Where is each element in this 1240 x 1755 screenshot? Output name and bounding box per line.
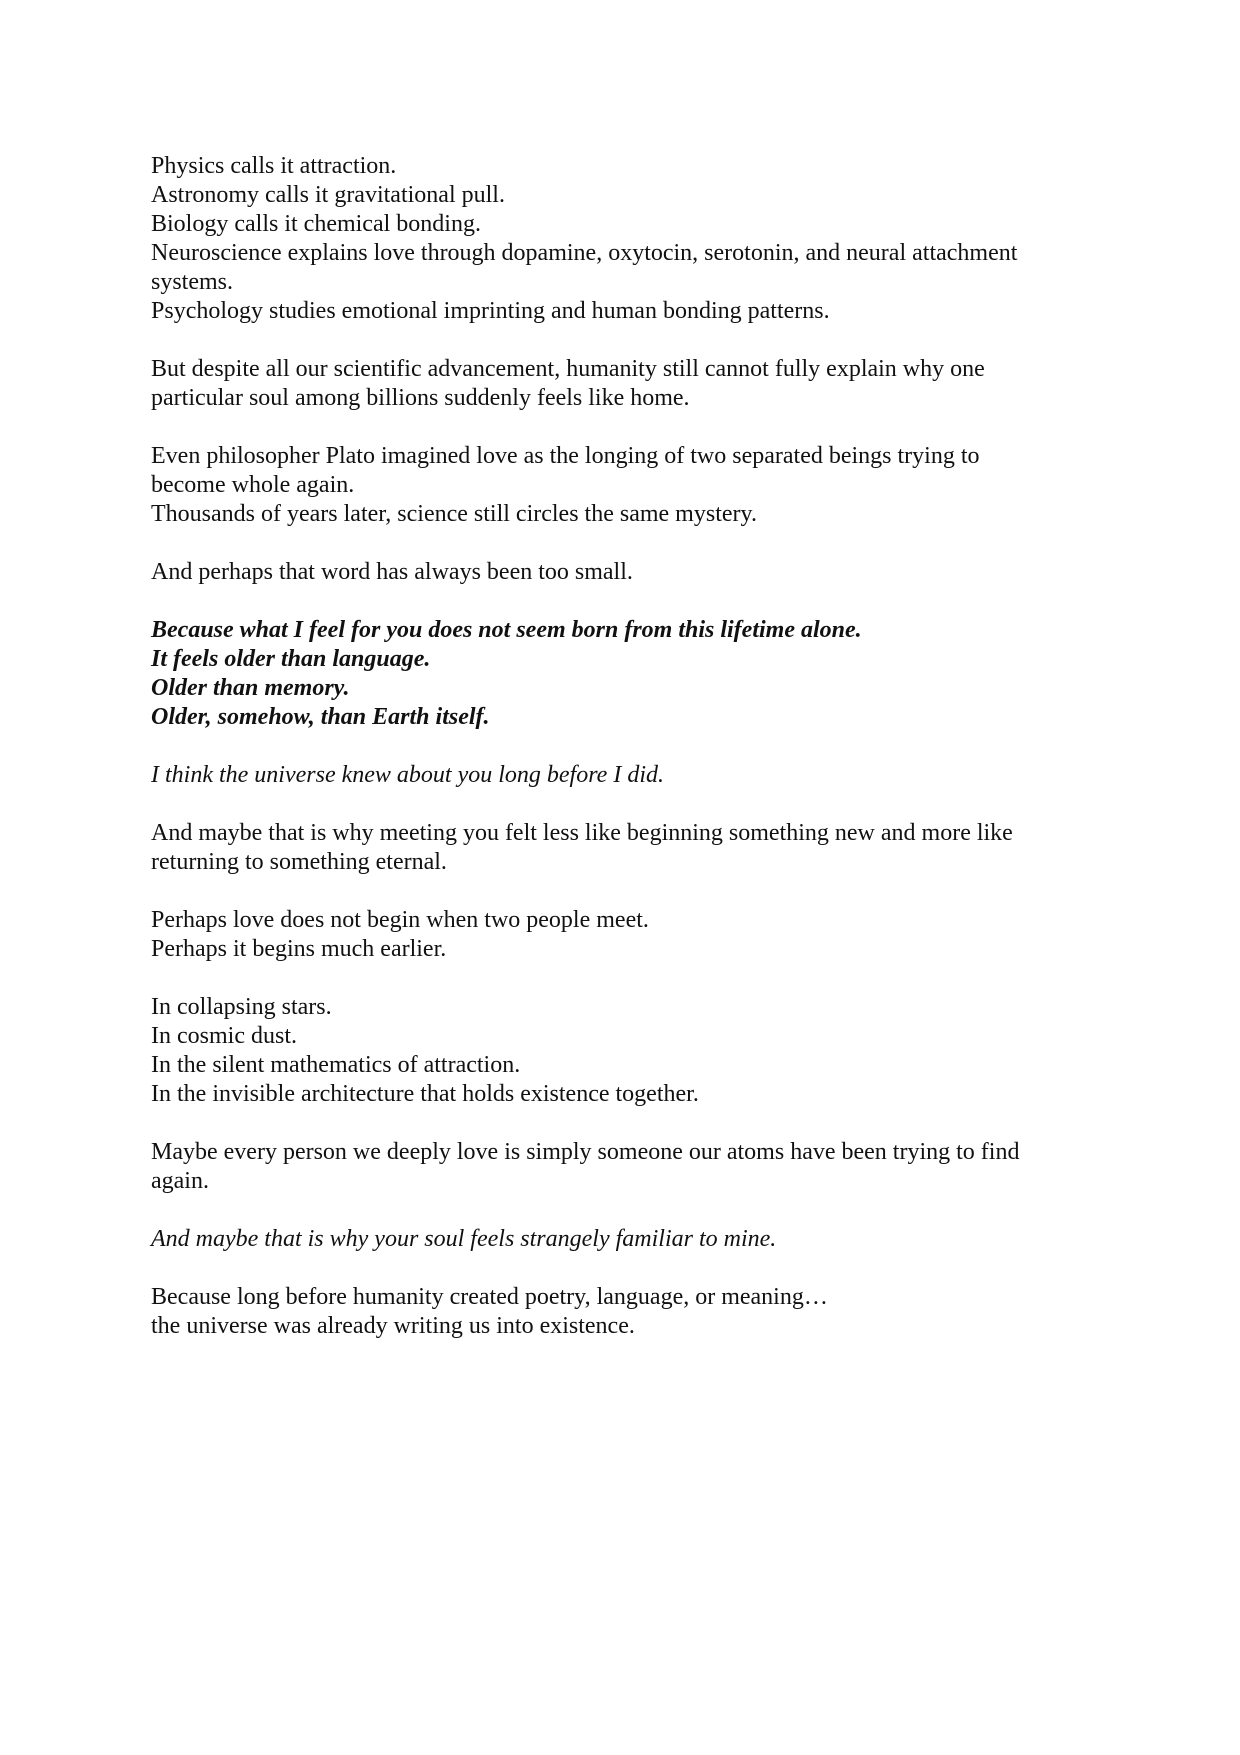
text-line: Because what I feel for you does not seem born from this lifetime alone.	[151, 617, 862, 643]
paragraph-gap	[151, 529, 1091, 558]
paragraph-gap	[151, 587, 1091, 616]
paragraph-gap	[151, 877, 1091, 906]
text-line: Because long before humanity created poetry, language, or meaning…	[151, 1284, 828, 1310]
text-line: Physics calls it attraction.	[151, 153, 397, 179]
text-line: In cosmic dust.	[151, 1023, 297, 1049]
text-line: In the silent mathematics of attraction.	[151, 1052, 521, 1078]
text-line: Older, somehow, than Earth itself.	[151, 704, 490, 730]
text-line: particular soul among billions suddenly feels like home.	[151, 385, 690, 411]
paragraph	[151, 819, 1091, 877]
text-line: And maybe that is why your soul feels strangely familiar to mine.	[151, 1226, 777, 1252]
paragraph	[151, 761, 1091, 790]
text-line: Perhaps love does not begin when two people meet.	[151, 907, 649, 933]
paragraph-gap	[151, 964, 1091, 993]
text-line: again.	[151, 1168, 209, 1194]
paragraph	[151, 993, 1091, 1109]
paragraph	[151, 355, 1091, 413]
paragraph-gap	[151, 413, 1091, 442]
text-line: Perhaps it begins much earlier.	[151, 936, 447, 962]
text-line: And perhaps that word has always been too small.	[151, 559, 633, 585]
paragraph-gap	[151, 1254, 1091, 1283]
paragraph-gap	[151, 326, 1091, 355]
text-line: the universe was already writing us into existence.	[151, 1313, 635, 1339]
text-line: It feels older than language.	[151, 646, 431, 672]
paragraph	[151, 906, 1091, 964]
paragraph-gap	[151, 732, 1091, 761]
text-line: Even philosopher Plato imagined love as the longing of two separated beings trying to	[151, 443, 980, 469]
paragraph-gap	[151, 790, 1091, 819]
text-line: Thousands of years later, science still circles the same mystery.	[151, 501, 757, 527]
text-line: Astronomy calls it gravitational pull.	[151, 182, 505, 208]
text-line: In collapsing stars.	[151, 994, 332, 1020]
paragraph-gap	[151, 1109, 1091, 1138]
paragraph	[151, 1283, 1091, 1341]
text-line: Older than memory.	[151, 675, 350, 701]
text-line: become whole again.	[151, 472, 355, 498]
paragraph-gap	[151, 1196, 1091, 1225]
paragraph	[151, 152, 1091, 326]
text-line: Psychology studies emotional imprinting and human bonding patterns.	[151, 298, 830, 324]
text-line: In the invisible architecture that holds existence together.	[151, 1081, 699, 1107]
paragraph	[151, 1225, 1091, 1254]
text-line: Maybe every person we deeply love is simply someone our atoms have been trying to find	[151, 1139, 1020, 1165]
text-line: But despite all our scientific advancement, humanity still cannot fully explain why one	[151, 356, 985, 382]
text-line: Biology calls it chemical bonding.	[151, 211, 481, 237]
text-line: And maybe that is why meeting you felt less like beginning something new and more like	[151, 820, 1013, 846]
paragraph	[151, 442, 1091, 529]
text-line: returning to something eternal.	[151, 849, 447, 875]
paragraph	[151, 616, 1091, 732]
paragraph	[151, 558, 1091, 587]
text-line: I think the universe knew about you long before I did.	[151, 762, 664, 788]
document-body	[151, 152, 1091, 1341]
paragraph	[151, 1138, 1091, 1196]
text-line: Neuroscience explains love through dopamine, oxytocin, serotonin, and neural attachment	[151, 240, 1018, 266]
text-line: systems.	[151, 269, 234, 295]
